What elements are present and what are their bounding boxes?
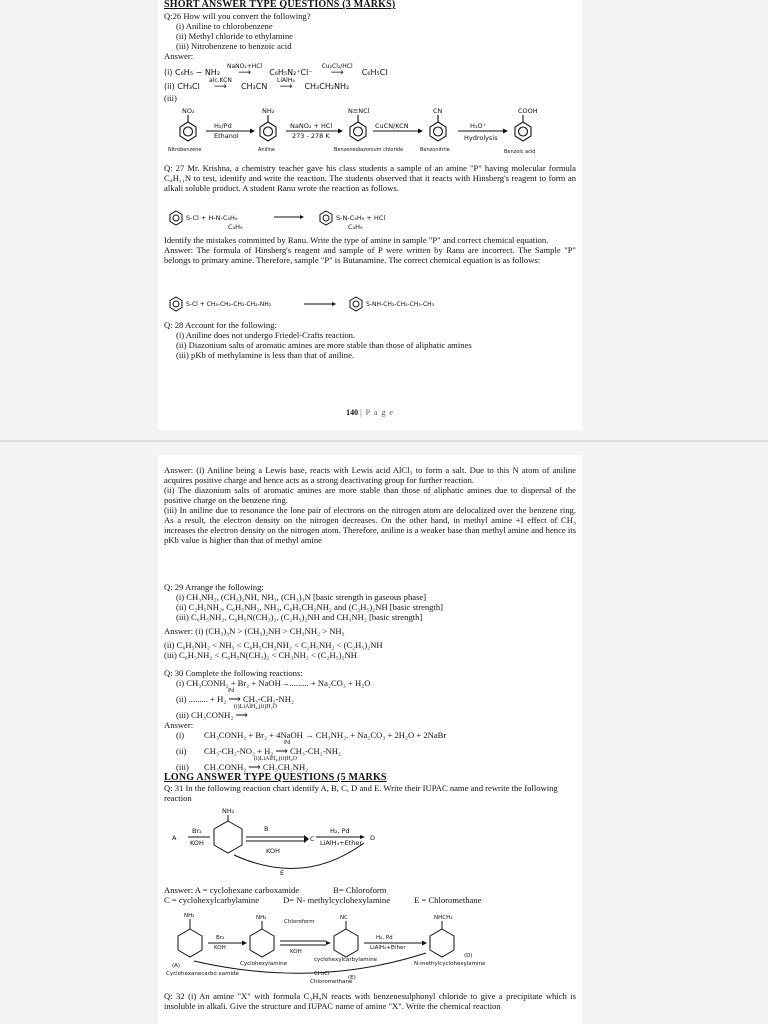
answer-28: [164, 465, 576, 545]
q31-answer-row: [164, 885, 576, 895]
eq-product: CH₃CH₂NH₂: [304, 82, 350, 91]
chart-label-a: A: [172, 834, 177, 842]
benzene-ring: [430, 122, 446, 141]
chart-reagent: H₂, Pd: [330, 827, 350, 835]
correct-reaction: [166, 292, 576, 316]
reagent: CuCN/KCN: [375, 122, 409, 130]
reagent: H₃O⁺: [470, 122, 487, 130]
q32-text: Q: 32 (i) An amine "X" with formula C₃H₉N reacts with benzenesulphonyl chloride to give a precipitate which is insoluble in alkali. Give the structure and IUPAC name of amine "X". Write the chemical reaction: [164, 991, 576, 1011]
q28-item: (iii) pKb of methylamine is less than that of aniline.: [176, 350, 355, 360]
short-answer-header: SHORT ANSWER TYPE QUESTIONS (3 MARKS): [164, 0, 396, 10]
q27-text: Q: 27 Mr. Krishna, a chemistry teacher gave his class students a sample of an amine "P" having molecular formula C₄H₁₁N to test, identify and write the reaction. The students observed that it reacts with Hinsberg's reagent to form an alkali soluble product. A student Ranu wrote the reaction as follows.: [164, 163, 576, 193]
ans28-part: (iii) In aniline due to resonance the lone pair of electrons on the nitrogen atom are delocalized over the benzene ring. As a result, the electron density on the nitrogen decreases. On the other hand, in methyl amine +I effect of CH₃ increases the electron density on the nitrogen atom. Therefore, aniline is a weaker base than methyl amine and hence its pKb value is higher than that of methyl amine: [164, 505, 576, 545]
cyclohexane-ring: [214, 821, 242, 853]
product: S-N-C₄H₉ + HCl: [336, 214, 386, 222]
question-32: [164, 991, 576, 1011]
reaction-arrow: Cu₂Cl₂/HCl ⟶: [315, 64, 359, 77]
eq-lhs: (ii) CH₃Cl: [164, 82, 200, 91]
q30-item-reagent: (i)LiAlH₄,(ii)H₂O: [234, 704, 278, 710]
q31-answer-scheme: [164, 907, 576, 987]
q29-question: Q: 29 Arrange the following:: [164, 582, 264, 592]
chart-label: NH₂: [222, 807, 235, 815]
q31-answers: [164, 885, 576, 905]
q30-answer: [164, 730, 576, 740]
answer-eq: CH₃-CH₂-NO₂ + H₂ ⟶ CH₃-CH₂-NH₂: [204, 746, 341, 756]
scheme-name: CH₃Cl: [314, 971, 330, 977]
cyclohexane-ring: [178, 929, 202, 957]
compound-name: Nitrobenzene: [168, 147, 202, 153]
scheme-label: NC: [340, 915, 348, 921]
answer-b: B= Chloroform: [333, 885, 387, 895]
eq-lhs: (i) C₆H₅ − NH₂: [164, 68, 221, 77]
arrow-reagent: Cu₂Cl₂/HCl: [321, 63, 353, 70]
q27-identify-and-answer: [164, 235, 576, 265]
question-28: [164, 320, 576, 360]
question-27: [164, 163, 576, 193]
compound-name: Benzonitrile: [420, 147, 450, 153]
answer-reagent: (i)LiAlH₄,(ii)H₂O: [254, 756, 298, 762]
scheme-reagent: Chloroform: [284, 919, 315, 925]
label-cn: CN: [433, 107, 443, 115]
chart-label-e: E: [280, 869, 285, 877]
q31-answer-row: [164, 895, 576, 905]
q27-answer: Answer: The formula of Hinsberg's reagent and sample of P were written by Ranu are incorrect. The Sample "P" belongs to primary amine. Therefore, sample "P" is Butanamine. The correct chemical equation is as follows:: [164, 245, 576, 265]
cyclohexane-ring: [250, 929, 274, 957]
question-26: [164, 11, 576, 61]
long-answer-section: [164, 773, 576, 803]
answer-num: (iii): [176, 762, 189, 772]
benzene-ring: [260, 122, 276, 141]
q28-question: Q: 28 Account for the following:: [164, 320, 277, 330]
reagent: H₂/Pd: [214, 122, 232, 130]
q27-identify: Identify the mistakes committed by Ranu. Write the type of amine in sample "P" and correct chemical equation.: [164, 235, 549, 245]
scheme-reagent: LiAlH₄+Ether: [370, 945, 406, 951]
section-header: [164, 0, 576, 10]
scheme-label: NH₂: [184, 913, 195, 919]
q29-answer: (iii) C₆H₅NH₂ < C₆H₅N(CH₃)₂ < CH₃NH₂ < (C₂H₅)₂NH: [164, 650, 357, 660]
q30-item: (iii) CH₃CONH₂ ⟶: [176, 710, 248, 720]
q28-item: (ii) Diazonium salts of aromatic amines are more stable than those of aliphatic amines: [176, 340, 472, 350]
product: S-NH-CH₂-CH₂-CH₂-CH₃: [366, 301, 435, 308]
label-no2: NO₂: [182, 107, 195, 115]
eq-intermediate: CH₃CN: [240, 82, 268, 91]
reaction-arrow: NaNO₂+HCl ⟶: [223, 64, 267, 77]
scheme-name: (E): [348, 975, 356, 981]
arrow-reagent: NaNO₂+HCl: [226, 63, 263, 70]
q26-question: Q:26 How will you convert the following?: [164, 11, 311, 21]
answer-e: E = Chloromethane: [414, 895, 482, 905]
scheme-name: N-methylcyclohexylamine: [414, 961, 486, 967]
chart-label-c: C: [310, 835, 315, 843]
q28-item: (i) Aniline does not undergo Friedel-Crafts reaction.: [176, 330, 356, 340]
label-n2cl: N≡NCl: [348, 107, 370, 115]
page-separator: [0, 440, 768, 442]
scheme-reagent: H₂, Pd: [376, 935, 393, 941]
q30-item: (i) CH₃CONH₂ + Br₂ + NaOH→......... + Na₂CO₃ + H₂O: [176, 678, 371, 688]
scheme-name: (D): [464, 953, 473, 959]
q30-item: (ii) ......... + H₂ ⟶ CH₃-CH₂-NH₂: [176, 694, 294, 704]
q29-item: (iii) C₆H₅NH₂, C₆H₅N(CH₃)₂, (C₂H₅)₂NH and CH₃NH₂ [basic strength]: [176, 612, 423, 622]
page-number-footer: [158, 408, 582, 417]
scheme-name: (A): [172, 963, 181, 969]
answer-eq: CH₃CONH₂ ⟶ CH₃CH₂NH₂: [204, 762, 309, 772]
eq3-label: (iii): [164, 93, 177, 103]
answer-reagent: Pd: [284, 740, 291, 746]
benzene-ring: [515, 122, 531, 141]
scheme-name: Cyclohexylamine: [240, 961, 287, 967]
q29-item: (ii) C₂H₅NH₂, C₆H₅NH₂, NH₃, C₆H₅CH₂NH₂ and (C₂H₅)₂NH [basic strength]: [176, 602, 444, 612]
q30-question: Q: 30 Complete the following reactions:: [164, 668, 303, 678]
reagent: 273 - 278 K: [292, 132, 330, 140]
q26-item: (ii) Methyl chloride to ethylamine: [176, 31, 293, 41]
answer-c: C = cyclohexylcarbylamine: [164, 895, 260, 905]
reagent: Hydrolysis: [464, 134, 498, 142]
q26-equation-1: [164, 64, 576, 78]
q29-answer: Answer: (i) (CH₃)₃N > (CH₃)₂NH > CH₃NH₂ > NH₃: [164, 626, 345, 636]
long-answer-header: LONG ANSWER TYPE QUESTIONS (5 MARKS: [164, 772, 387, 783]
ans28-part: (ii) The diazonium salts of aromatic amines are more stable than those of aliphatic amines due to dispersal of the positive charge on the benzene ring.: [164, 485, 576, 505]
question-29: [164, 582, 576, 660]
compound-name: Aniline: [258, 147, 276, 153]
substituent: C₄H₉: [228, 223, 243, 231]
reactant: S-Cl + CH₃-CH₂-CH₂-CH₂-NH₂: [186, 301, 272, 308]
question-30: [164, 668, 576, 772]
chart-reagent: LiAlH₄+Ether: [320, 839, 363, 847]
chart-reagent: Br₂: [192, 827, 202, 835]
page-word: | P a g e: [360, 408, 394, 417]
benzene-ring: [350, 122, 366, 141]
substituent: C₄H₉: [348, 223, 363, 231]
document-page-1: [158, 0, 582, 430]
label-nh2: NH₂: [262, 107, 275, 115]
reaction-arrow: LiAlH₄ ⟶: [270, 78, 302, 91]
scheme-label: NHCH₃: [434, 915, 453, 921]
answer-num: (i): [176, 730, 185, 740]
q30-answer-label: Answer:: [164, 720, 194, 730]
q26-equation-2: [164, 78, 576, 92]
reagent: Ethanol: [214, 132, 239, 140]
q29-answer: (ii) C₆H₅NH₂ < NH₃ < C₆H₅CH₂NH₂ < C₂H₅NH₂ < (C₂H₅)₂NH: [164, 640, 383, 650]
scheme-reagent: KOH: [290, 949, 302, 955]
answer-eq: CH₃CONH₂ + Br₂ + 4NaOH → CH₃NH₂. + Na₂CO₃ + 2H₂O + 2NaBr: [204, 730, 447, 740]
scheme-label: NH₂: [256, 915, 267, 921]
chart-reagent: KOH: [266, 847, 280, 855]
scheme-reagent: KOH: [214, 945, 226, 951]
answer-a: Answer: A = cyclohexane carboxamide: [164, 885, 300, 895]
arrow-reagent: LiAlH₄: [277, 77, 295, 84]
nitrobenzene-to-benzoic-acid-scheme: [168, 104, 578, 162]
q26-answer-label: Answer:: [164, 51, 194, 61]
q29-item: (i) CH₃NH₂, (CH₃)₂NH, NH₃, (CH₃)₃N [basic strength in gaseous phase]: [176, 592, 427, 602]
compound-name: Benzenediazonium chloride: [334, 147, 404, 153]
ranu-reaction: [166, 205, 576, 231]
cyclohexane-ring: [430, 929, 454, 957]
chart-reagent: KOH: [190, 839, 204, 847]
benzene-ring: [180, 122, 196, 141]
q30-item-reagent: Pd: [228, 688, 235, 694]
scheme-name: Cyclohexanecarbo xamide: [166, 971, 239, 977]
reagent: NaNO₂ + HCl: [290, 122, 333, 130]
chart-label-d: D: [370, 834, 376, 842]
q30-answer: [164, 746, 576, 756]
eq-intermediate: C₆H₅N₂⁺Cl⁻: [269, 68, 313, 77]
q26-item: (iii) Nitrobenzene to benzoic acid: [176, 41, 292, 51]
answer-num: (ii): [176, 746, 187, 756]
q31-reaction-chart: [164, 807, 404, 885]
chart-label-b: B: [264, 825, 269, 833]
reaction-arrow: alc.KCN ⟶: [202, 78, 238, 91]
answer-d: D= N- methylcyclohexylamine: [283, 895, 391, 905]
q26-eq3-label-wrap: [164, 93, 576, 103]
q26-item: (i) Aniline to chlorobenzene: [176, 21, 273, 31]
q30-answer: [164, 762, 576, 772]
compound-name: Benzoic acid: [504, 149, 536, 155]
page-number: 140: [346, 408, 359, 417]
arrow-reagent: alc.KCN: [208, 77, 232, 84]
scheme-name: Chloromethane: [310, 979, 353, 985]
q31-question: Q: 31 In the following reaction chart identify A, B, C, D and E. Write their IUPAC name and rewrite the following reaction: [164, 783, 558, 803]
scheme-reagent: Br₂: [216, 935, 225, 941]
cyclohexane-ring: [334, 929, 358, 957]
eq-product: C₆H₅Cl: [361, 68, 388, 77]
label-cooh: COOH: [518, 107, 538, 115]
ans28-part: Answer: (i) Aniline being a Lewis base, reacts with Lewis acid AlCl₃ to form a salt. Due to this N atom of aniline acquires positive charge and hence acts as a strong deactivating group for further reaction.: [164, 465, 576, 485]
document-page-2: [158, 455, 582, 1024]
reactant: S-Cl + H-N-C₄H₉: [186, 214, 238, 222]
scheme-name: cyclohexylcarbylamine: [314, 957, 378, 963]
